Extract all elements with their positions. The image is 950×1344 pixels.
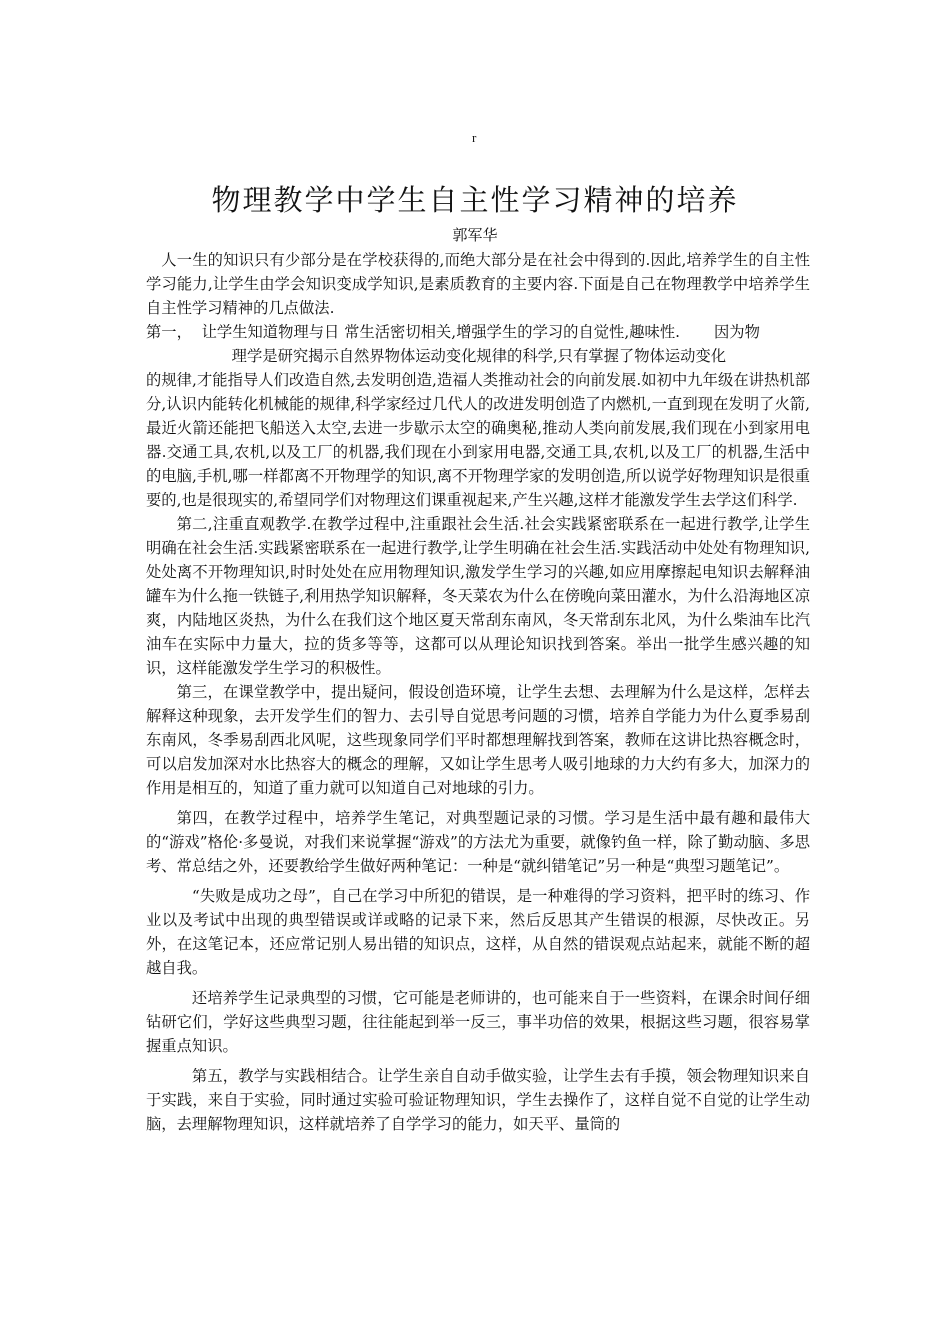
paragraph-4: 第四，在教学过程中，培养学生笔记，对典型题记录的习惯。学习是生活中最有趣和最伟大的“游戏”格伦·多曼说，对我们来说掌握“游戏”的方法尤为重要，就像钓鱼一样，除了勤动脑、多思考、常总结之外，还要教给学生做好两种笔记：一种是“就纠错笔记”另一种是“典型习题笔记”。 (146, 809, 810, 875)
paragraph-1-heading: 第一， 让学生知道物理与日 常生活密切相关,增强学生的学习的自觉性,趣味性. 因为物 (146, 323, 760, 341)
paragraph-3: 第三，在课堂教学中，提出疑问，假设创造环境，让学生去想、去理解为什么是这样，怎样去解释这种现象，去开发学生们的智力、去引导自觉思考问题的习惯，培养自学能力为什么夏季易刮东南风，冬季易刮西北风呢，这些现象同学们平时都想理解找到答案，教师在这讲比热容概念时，可以启发加深对水比热容大的概念的理解，又如让学生思考人吸引地球的力大约有多大，加深力的作用是相互的，知道了重力就可以知道自己对地球的引力。 (146, 683, 810, 797)
paragraph-6: 还培养学生记录典型的习惯，它可能是老师讲的，也可能来自于一些资料，在课余时间仔细钻研它们，学好这些典型习题，往往能起到举一反三，事半功倍的效果，根据这些习题，很容易掌握重点知识。 (146, 989, 810, 1055)
paragraph-1-body: 的规律,才能指导人们改造自然,去发明创造,造福人类推动社会的向前发展.如初中九年级在讲热机部分,认识内能转化机械能的规律,科学家经过几代人的改进发明创造了内燃机,一直到现在发明了火箭,最近火箭还能把飞船送入太空,去进一步歇示太空的确奥秘,推动人类向前发展,我们现在小到家用电器.交通工具,农机,以及工厂的机器,我们现在小到家用电器,交通工具,农机,以及工厂的机器,生活中的电脑,手机,哪一样都离不开物理学的知识,离不开物理学家的发明创造,所以说学好物理知识是很重要的,也是很现实的,希望同学们对物理这们课重视起来,产生兴趣,这样才能激发学生去学这们科学. (146, 371, 810, 509)
paragraph-5: “失败是成功之母”，自己在学习中所犯的错误，是一种难得的学习资料，把平时的练习、作业以及考试中出现的典型错误或详或略的记录下来，然后反思其产生错误的根源，尽快改正。另外，在这笔记本，还应常记别人易出错的知识点，这样，从自然的错误观点站起来，就能不断的超越自我。 (146, 887, 810, 977)
header-mark: r (472, 130, 477, 145)
author-name: 郭军华 (452, 226, 498, 244)
paragraph-1-hanging-line: 理学是研究揭示自然界物体运动变化规律的科学,只有掌握了物体运动变化 (231, 347, 727, 365)
paragraph-7: 第五，教学与实践相结合。让学生亲自自动手做实验，让学生去有手摸，领会物理知识来自于实践，来自于实验，同时通过实验可验证物理知识，学生去操作了，这样自觉不自觉的让学生动脑，去理解物理知识，这样就培养了自学学习的能力，如天平、量筒的 (146, 1067, 810, 1133)
document-body (146, 248, 810, 1136)
paragraph-intro: 人一生的知识只有少部分是在学校获得的,而绝大部分是在社会中得到的.因此,培养学生的自主性学习能力,让学生由学会知识变成学知识,是素质教育的主要内容.下面是自己在物理教学中培养学生自主性学习精神的几点做法. (146, 251, 810, 317)
document-title: 物理教学中学生自主性学习精神的培养 (211, 183, 739, 217)
paragraph-2: 第二,注重直观教学.在教学过程中,注重跟社会生活.社会实践紧密联系在一起进行教学,让学生明确在社会生活.实践紧密联系在一起进行教学,让学生明确在社会生活.实践活动中处处有物理知识,处处离不开物理知识,时时处处在应用物理知识,激发学生学习的兴趣,如应用摩擦起电知识去解释油罐车为什么拖一铁链子,利用热学知识解释，冬天菜农为什么在傍晚向菜田灌水，为什么沿海地区凉爽，内陆地区炎热，为什么在我们这个地区夏天常刮东南风，冬天常刮东北风，为什么柴油车比汽油车在实际中力量大，拉的货多等等，这都可以从理论知识找到答案。举出一批学生感兴趣的知识，这样能激发学生学习的积极性。 (146, 515, 810, 677)
